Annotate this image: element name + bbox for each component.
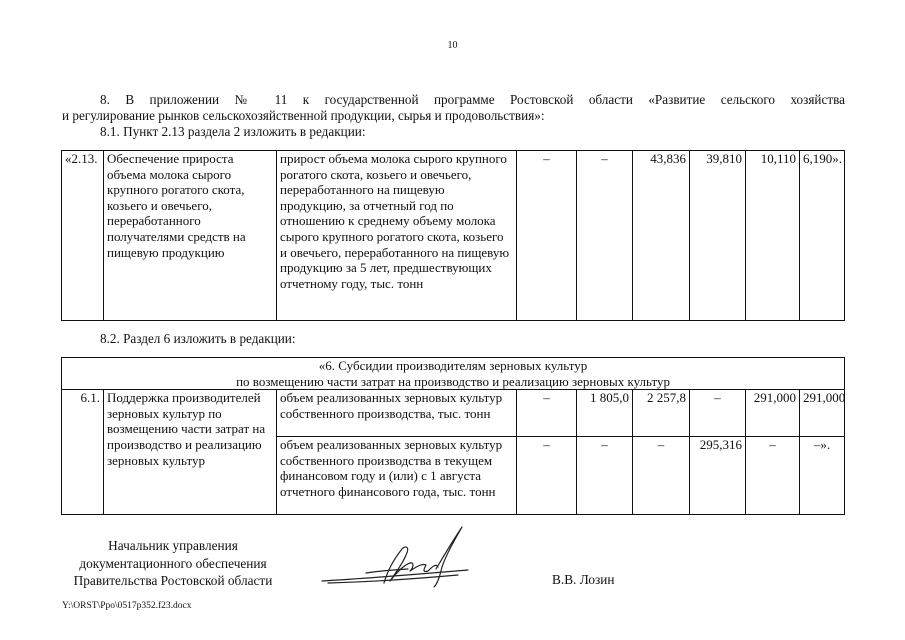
value-cell: –	[633, 437, 690, 515]
signature-title-line2: документационного обеспечения	[79, 555, 267, 571]
value-cell: 1 805,0	[577, 390, 633, 437]
signatory-name: В.В. Лозин	[552, 572, 615, 587]
table-section-6	[61, 357, 845, 515]
value-cell: 291,000	[800, 390, 845, 437]
signature-title-line3: Правительства Ростовской области	[73, 573, 273, 588]
value-cell: –	[517, 390, 577, 437]
value-cell: 43,836	[633, 151, 690, 321]
file-path: Y:\ORST\Ppo\0517p352.f23.docx	[62, 601, 192, 611]
indicator-name: объем реализованных зерновых культур собственного производства, тыс. тонн	[277, 390, 517, 437]
section-header-line1: «6. Субсидии производителям зерновых культур	[318, 358, 588, 373]
signature-block	[62, 537, 284, 590]
item-number: «2.13.	[62, 151, 104, 321]
indicator-name: прирост объема молока сырого крупного рогатого скота, козьего и овечьего, переработанного на пищевую продукцию, за отчетный год по отношению к среднему объему молока сырого крупного рогатого скота, козьего и овечьего, переработанного на пищевую продукцию за 5 лет, предшествующих отчетному году, тыс. тонн	[277, 151, 517, 321]
measure-name: Обеспечение прироста объема молока сырого крупного рогатого скота, козьего и овечьего, переработанного получателями средств на пищевую продукцию	[104, 151, 277, 321]
value-cell: 291,000	[746, 390, 800, 437]
section-header-line2: по возмещению части затрат на производство и реализацию зерновых культур	[236, 373, 670, 389]
paragraph-8-line2: и регулирование рынков сельскохозяйственной продукции, сырья и продовольствия»:	[62, 108, 545, 123]
value-cell: –	[746, 437, 800, 515]
value-cell: –».	[800, 437, 845, 515]
table-item-2-13	[61, 150, 845, 321]
table-header-row	[62, 358, 845, 390]
section-header	[62, 358, 845, 390]
value-cell: –	[577, 151, 633, 321]
value-cell: 10,110	[746, 151, 800, 321]
paragraph-8-2: 8.2. Раздел 6 изложить в редакции:	[100, 331, 296, 346]
value-cell: 295,316	[690, 437, 746, 515]
table-row	[62, 390, 845, 437]
value-cell: 2 257,8	[633, 390, 690, 437]
handwritten-signature	[318, 523, 478, 591]
signature-title-line1: Начальник управления	[108, 538, 238, 553]
value-cell: –	[690, 390, 746, 437]
value-cell: –	[517, 437, 577, 515]
value-cell: 6,190».	[800, 151, 845, 321]
paragraph-8-text: 8. В приложении № 11 к государственной программе Ростовской области «Развитие сельского хозяйства	[100, 92, 845, 107]
table-row	[62, 151, 845, 321]
paragraph-8-line1	[62, 92, 845, 108]
value-cell: –	[577, 437, 633, 515]
indicator-name: объем реализованных зерновых культур собственного производства в текущем финансовом году и (или) с 1 августа отчетного финансового года, тыс. тонн	[277, 437, 517, 515]
value-cell: –	[517, 151, 577, 321]
item-number: 6.1.	[62, 390, 104, 515]
measure-name: Поддержка производителей зерновых культур по возмещению части затрат на производство и реализацию зерновых культур	[104, 390, 277, 515]
page-number: 10	[447, 40, 458, 51]
value-cell: 39,810	[690, 151, 746, 321]
paragraph-8-1: 8.1. Пункт 2.13 раздела 2 изложить в редакции:	[100, 124, 366, 139]
